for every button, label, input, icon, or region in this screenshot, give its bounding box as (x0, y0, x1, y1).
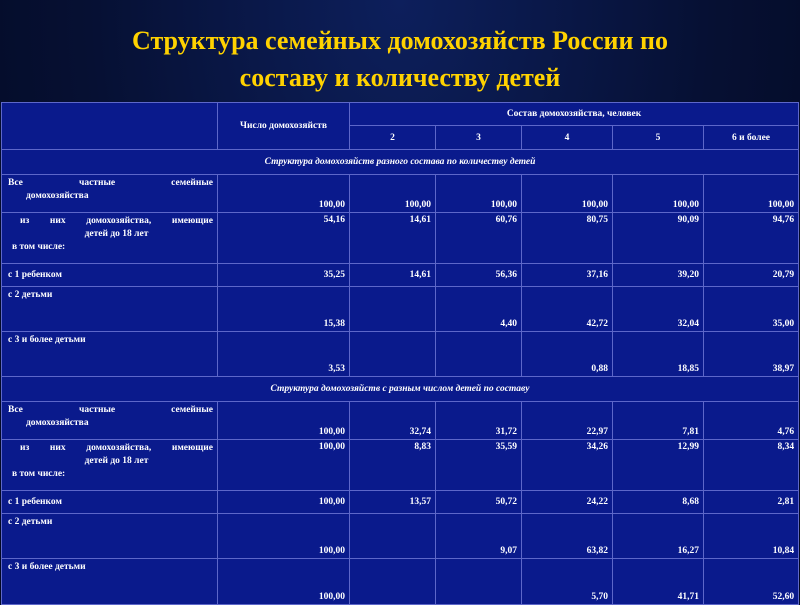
row-label: с 2 детьми (2, 514, 218, 559)
table-cell: 35,59 (436, 440, 522, 491)
table-cell: 32,74 (350, 402, 436, 440)
table-cell: 100,00 (218, 491, 350, 514)
table-cell: 14,61 (350, 213, 436, 264)
table-cell (436, 559, 522, 605)
page-title (0, 22, 800, 96)
row-label-line: Все частные семейные (8, 178, 213, 188)
table-row (2, 175, 799, 213)
table-cell: 100,00 (436, 175, 522, 213)
table-cell: 5,70 (522, 559, 613, 605)
table-cell: 8,83 (350, 440, 436, 491)
table-cell: 18,85 (613, 332, 704, 377)
row-label: с 1 ребенком (2, 264, 218, 287)
table-cell: 39,20 (613, 264, 704, 287)
table-cell: 0,88 (522, 332, 613, 377)
table-cell: 100,00 (613, 175, 704, 213)
table-cell (350, 514, 436, 559)
table-cell (350, 287, 436, 332)
row-label (2, 175, 218, 213)
row-label: с 3 и более детьми (2, 559, 218, 605)
table-row (2, 440, 799, 491)
table-cell: 35,00 (704, 287, 799, 332)
table-cell: 100,00 (350, 175, 436, 213)
table-row (2, 264, 799, 287)
header-size-5: 5 (613, 126, 704, 150)
section-1-title: Структура домохозяйств разного состава по количеству детей (2, 150, 799, 175)
table-cell: 42,72 (522, 287, 613, 332)
table-cell: 34,26 (522, 440, 613, 491)
row-label: с 1 ребенком (2, 491, 218, 514)
table-cell: 22,97 (522, 402, 613, 440)
row-label-line: детей до 18 лет (84, 456, 149, 466)
row-label-line: в том числе: (12, 242, 66, 252)
header-composition: Состав домохозяйства, человек (350, 103, 799, 126)
table-cell (350, 332, 436, 377)
title-line-2: составу и количеству детей (239, 63, 561, 92)
table-cell: 10,84 (704, 514, 799, 559)
header-households: Число домохозяйств (218, 103, 350, 150)
table-cell: 100,00 (218, 440, 350, 491)
table-row (2, 213, 799, 264)
row-label-line: в том числе: (12, 469, 66, 479)
header-size-4: 4 (522, 126, 613, 150)
table-cell: 37,16 (522, 264, 613, 287)
table-cell: 16,27 (613, 514, 704, 559)
row-label: с 2 детьми (2, 287, 218, 332)
table-cell: 4,40 (436, 287, 522, 332)
section-2-title: Структура домохозяйств с разным числом детей по составу (2, 377, 799, 402)
section-title-row (2, 377, 799, 402)
table-cell: 9,07 (436, 514, 522, 559)
table-cell: 2,81 (704, 491, 799, 514)
table-cell: 100,00 (218, 175, 350, 213)
row-label: с 3 и более детьми (2, 332, 218, 377)
row-label-line: домохозяйства (26, 191, 89, 201)
table-cell: 12,99 (613, 440, 704, 491)
row-label-line: домохозяйства (26, 418, 89, 428)
table-cell: 80,75 (522, 213, 613, 264)
header-size-2: 2 (350, 126, 436, 150)
row-label-line: Все частные семейные (8, 405, 213, 415)
table-cell: 100,00 (218, 402, 350, 440)
table-cell: 100,00 (704, 175, 799, 213)
table-cell: 54,16 (218, 213, 350, 264)
row-label (2, 213, 218, 264)
table-cell: 32,04 (613, 287, 704, 332)
header-size-3: 3 (436, 126, 522, 150)
table-cell: 41,71 (613, 559, 704, 605)
table-row (2, 559, 799, 605)
table-row (2, 491, 799, 514)
header-size-6plus: 6 и более (704, 126, 799, 150)
table-cell: 13,57 (350, 491, 436, 514)
table-cell: 3,53 (218, 332, 350, 377)
table-row (2, 332, 799, 377)
table-cell: 100,00 (218, 514, 350, 559)
table-cell: 8,68 (613, 491, 704, 514)
table-cell: 20,79 (704, 264, 799, 287)
table-cell: 35,25 (218, 264, 350, 287)
table-cell: 7,81 (613, 402, 704, 440)
table-cell: 52,60 (704, 559, 799, 605)
row-label (2, 440, 218, 491)
table-row (2, 514, 799, 559)
table-cell: 24,22 (522, 491, 613, 514)
row-label-line: из них домохозяйства, имеющие (20, 443, 213, 453)
table-cell: 15,38 (218, 287, 350, 332)
header-blank-cell (2, 103, 218, 150)
table-cell: 100,00 (522, 175, 613, 213)
table-cell: 94,76 (704, 213, 799, 264)
table-row (2, 287, 799, 332)
row-label-line: из них домохозяйства, имеющие (20, 216, 213, 226)
header-row-1 (2, 103, 799, 126)
section-title-row (2, 150, 799, 175)
table-cell: 38,97 (704, 332, 799, 377)
table-cell (436, 332, 522, 377)
table-cell: 31,72 (436, 402, 522, 440)
table-cell: 4,76 (704, 402, 799, 440)
table-cell: 14,61 (350, 264, 436, 287)
households-table (1, 102, 799, 605)
table-cell: 63,82 (522, 514, 613, 559)
table-cell: 90,09 (613, 213, 704, 264)
table-cell: 56,36 (436, 264, 522, 287)
table-cell: 50,72 (436, 491, 522, 514)
table-cell (350, 559, 436, 605)
title-line-1: Структура семейных домохозяйств России по (132, 26, 668, 55)
table-row (2, 402, 799, 440)
row-label-line: детей до 18 лет (84, 229, 149, 239)
row-label (2, 402, 218, 440)
table-cell: 60,76 (436, 213, 522, 264)
table-cell: 8,34 (704, 440, 799, 491)
table-cell: 100,00 (218, 559, 350, 605)
